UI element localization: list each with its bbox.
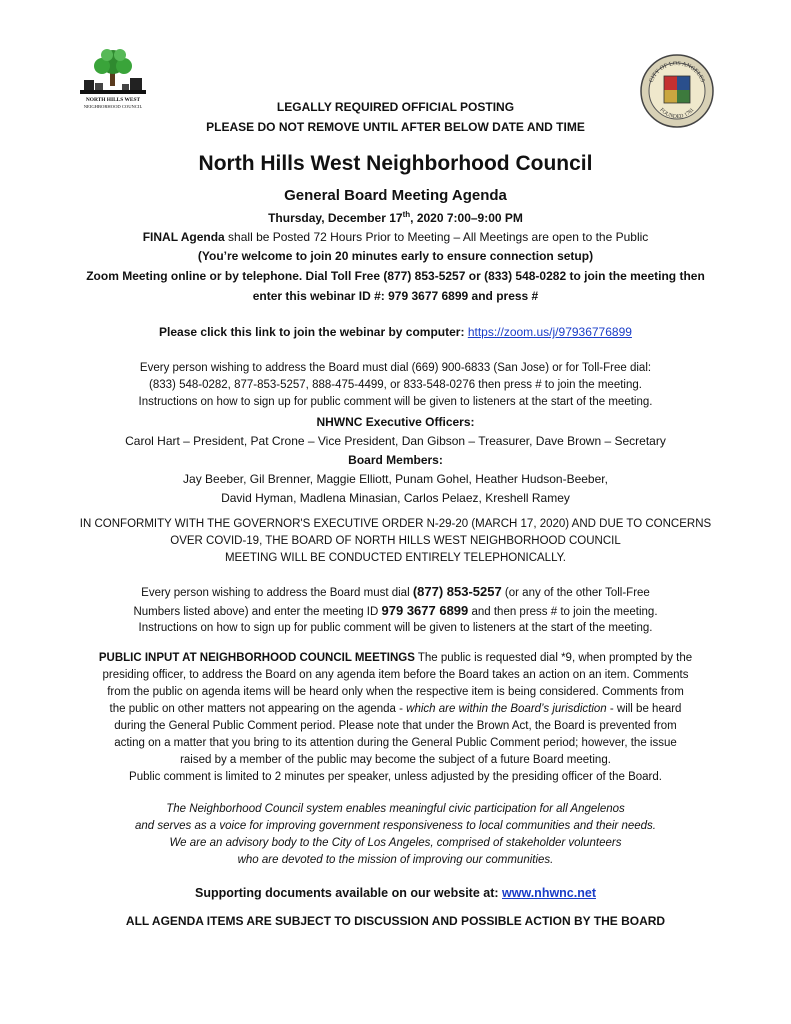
conformity-line-1: IN CONFORMITY WITH THE GOVERNOR'S EXECUTIVE ORDER N-29-20 (MARCH 17, 2020) AND DUE TO CONCERNS bbox=[79, 518, 712, 530]
conformity-line-3: MEETING WILL BE CONDUCTED ENTIRELY TELEPHONICALLY. bbox=[224, 552, 567, 564]
city-of-los-angeles-seal bbox=[640, 54, 714, 128]
webinar-label: Please click this link to join the webinar by computer: bbox=[159, 325, 465, 339]
public-input-line-3: from the public on agenda items will be heard only when the respective item is being considered. Comments from bbox=[107, 686, 684, 698]
website-link[interactable]: www.nhwnc.net bbox=[502, 886, 596, 900]
public-input-line-1: PUBLIC INPUT AT NEIGHBORHOOD COUNCIL MEETINGS The public is requested dial *9, when prompted by the bbox=[98, 652, 693, 664]
public-input-line-5: during the General Public Comment period. Please note that under the Brown Act, the Board is prevented from bbox=[114, 720, 677, 732]
address-board-line-3: Instructions on how to sign up for public comment will be given to listeners at the start of the meeting. bbox=[138, 622, 653, 634]
dial-line-2: (833) 548-0282, 877-853-5257, 888-475-4499, or 833-548-0276 then press # to join the meeting. bbox=[149, 379, 642, 391]
webinar-line bbox=[0, 325, 791, 339]
supporting-docs-line: Supporting documents available on our website at: www.nhwnc.net bbox=[195, 886, 596, 900]
public-input-line-7: raised by a member of the public may become the subject of a future Board meeting. bbox=[180, 754, 611, 766]
mission-line-4: who are devoted to the mission of improving our communities. bbox=[237, 854, 554, 866]
public-input-line-4: the public on other matters not appearing on the agenda - which are within the Board’s jurisdiction - will be heard bbox=[109, 703, 682, 715]
dial-line-3: Instructions on how to sign up for public comment will be given to listeners at the start of the meeting. bbox=[138, 396, 653, 408]
seal-top-text: CITY OF LOS ANGELES bbox=[648, 60, 706, 84]
early-join-note: (You’re welcome to join 20 minutes early to ensure connection setup) bbox=[197, 249, 594, 263]
posting-line-1: LEGALLY REQUIRED OFFICIAL POSTING bbox=[276, 100, 515, 114]
logo-line-2: NEIGHBORHOOD COUNCIL bbox=[83, 104, 143, 109]
dial-line-1: Every person wishing to address the Board must dial (669) 900-6833 (San Jose) or for Toll-Free dial: bbox=[139, 362, 652, 374]
mission-line-1: The Neighborhood Council system enables meaningful civic participation for all Angelenos bbox=[166, 803, 625, 815]
public-input-line-8: Public comment is limited to 2 minutes per speaker, unless adjusted by the presiding officer of the Board. bbox=[129, 771, 662, 783]
page-title: North Hills West Neighborhood Council bbox=[198, 152, 593, 175]
mission-line-2: and serves as a voice for improving government responsiveness to local communities and their needs. bbox=[135, 820, 656, 832]
conformity-line-2: OVER COVID-19, THE BOARD OF NORTH HILLS WEST NEIGHBORHOOD COUNCIL bbox=[170, 535, 621, 547]
final-agenda-line: FINAL Agenda shall be Posted 72 Hours Prior to Meeting – All Meetings are open to the Public bbox=[142, 230, 649, 244]
address-board-line-2: Numbers listed above) and enter the meeting ID 979 3677 6899 and then press # to join the meeting. bbox=[133, 603, 658, 618]
public-input-line-6: acting on a matter that you bring to its attention during the General Public Comment period; however, the issue bbox=[114, 737, 677, 749]
logo-line-1: NORTH HILLS WEST bbox=[85, 97, 141, 103]
officers-heading: NHWNC Executive Officers: bbox=[316, 415, 475, 429]
seal-shield-icon bbox=[664, 76, 690, 103]
page-subtitle: General Board Meeting Agenda bbox=[284, 187, 507, 204]
public-input-heading: PUBLIC INPUT AT NEIGHBORHOOD COUNCIL MEETINGS bbox=[98, 652, 415, 664]
officers-list: Carol Hart – President, Pat Crone – Vice President, Dan Gibson – Treasurer, Dave Brown – Secretary bbox=[125, 434, 666, 448]
webinar-link[interactable]: https://zoom.us/j/97936776899 bbox=[467, 325, 632, 339]
agenda-subject-notice: ALL AGENDA ITEMS ARE SUBJECT TO DISCUSSION AND POSSIBLE ACTION BY THE BOARD bbox=[125, 914, 666, 928]
posting-line-2: PLEASE DO NOT REMOVE UNTIL AFTER BELOW DATE AND TIME bbox=[206, 120, 585, 134]
members-heading: Board Members: bbox=[348, 453, 443, 467]
members-line-2: David Hyman, Madlena Minasian, Carlos Pelaez, Kreshell Ramey bbox=[221, 491, 570, 505]
address-board-line-1: Every person wishing to address the Board must dial (877) 853-5257 (or any of the other Toll-Free bbox=[141, 584, 650, 599]
meeting-date: Thursday, December 17th, 2020 7:00–9:00 PM bbox=[268, 210, 523, 225]
zoom-line-2: enter this webinar ID #: 979 3677 6899 and press # bbox=[252, 289, 539, 303]
zoom-line-1: Zoom Meeting online or by telephone. Dial Toll Free (877) 853-5257 or (833) 548-0282 to join the meeting then bbox=[86, 269, 705, 283]
seal-bottom-text: FOUNDED 1781 bbox=[658, 107, 696, 121]
mission-line-3: We are an advisory body to the City of Los Angeles, comprised of stakeholder volunteers bbox=[169, 837, 622, 849]
public-input-line-2: presiding officer, to address the Board on any agenda item before the Board takes an action on an item. Comments bbox=[102, 669, 689, 681]
members-line-1: Jay Beeber, Gil Brenner, Maggie Elliott, Punam Gohel, Heather Hudson-Beeber, bbox=[183, 472, 608, 486]
